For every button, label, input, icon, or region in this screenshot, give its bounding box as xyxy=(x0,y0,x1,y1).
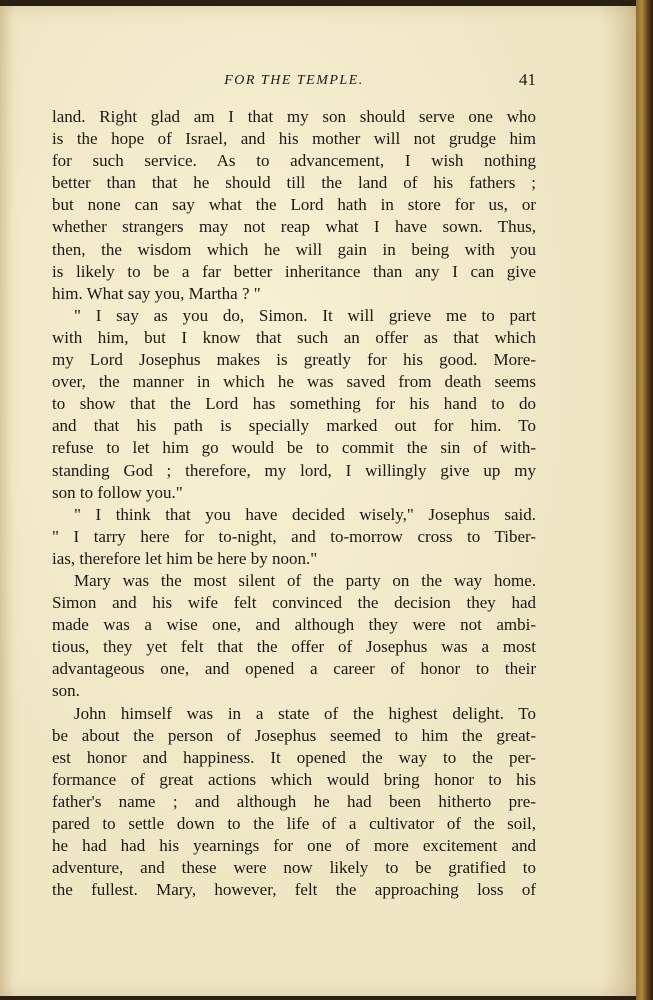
text-line: but none can say what the Lord hath in store for us, or xyxy=(52,195,536,215)
text-line: with him, but I know that such an offer as that which xyxy=(52,327,536,347)
text-line: tious, they yet felt that the offer of Josephus was a most xyxy=(52,637,536,657)
body-text xyxy=(52,106,536,901)
page-header xyxy=(52,70,536,92)
text-line: est honor and happiness. It opened the way to the per- xyxy=(52,747,536,767)
text-line: and that his path is specially marked out for him. To xyxy=(52,416,536,436)
text-line: " I think that you have decided wisely," Josephus said. xyxy=(74,504,536,524)
text-line: to show that the Lord has something for his hand to do xyxy=(52,394,536,414)
text-line: pared to settle down to the life of a cultivator of the soil, xyxy=(52,814,536,833)
text-line: made was a wise one, and although they were not ambi- xyxy=(52,615,536,635)
text-line: father's name ; and although he had been hitherto pre- xyxy=(52,791,536,811)
text-line: land. Right glad am I that my son should serve one who xyxy=(52,107,536,126)
page-number: 41 xyxy=(519,70,536,89)
text-line: be about the person of Josephus seemed to him the great- xyxy=(52,725,536,745)
text-line: son to follow you." xyxy=(52,482,183,502)
text-line: Simon and his wife felt convinced the decision they had xyxy=(52,593,536,613)
text-line: John himself was in a state of the highest delight. To xyxy=(74,703,536,723)
text-line: is likely to be a far better inheritance than any I can give xyxy=(52,261,536,281)
text-line: " I say as you do, Simon. It will grieve me to part xyxy=(74,305,536,325)
text-line: is the hope of Israel, and his mother will not grudge him xyxy=(52,129,536,149)
text-line: him. What say you, Martha ? " xyxy=(52,283,261,303)
text-line: better than that he should till the land of his fathers ; xyxy=(52,173,536,193)
text-line: adventure, and these were now likely to be gratified to xyxy=(52,858,536,878)
text-line: " I tarry here for to-night, and to-morrow cross to Tiber- xyxy=(52,526,536,546)
text-line: refuse to let him go would be to commit the sin of with- xyxy=(52,438,536,458)
text-line: the fullest. Mary, however, felt the approaching loss of xyxy=(52,880,536,900)
text-line: my Lord Josephus makes is greatly for his good. More- xyxy=(52,350,536,370)
text-line: he had had his yearnings for one of more excitement and xyxy=(52,836,536,856)
book-edge xyxy=(636,0,653,1000)
text-line: ias, therefore let him be here by noon." xyxy=(52,548,318,568)
text-line: son. xyxy=(52,681,80,701)
text-line: whether strangers may not reap what I have sown. Thus, xyxy=(52,217,536,237)
running-title: FOR THE TEMPLE. xyxy=(224,73,364,88)
text-line: over, the manner in which he was saved from death seems xyxy=(52,372,536,392)
text-line: standing God ; therefore, my lord, I willingly give up my xyxy=(52,460,536,480)
text-line: Mary was the most silent of the party on the way home. xyxy=(74,570,536,590)
text-line: then, the wisdom which he will gain in being with you xyxy=(52,239,536,259)
text-line: for such service. As to advancement, I wish nothing xyxy=(52,151,536,171)
text-line: formance of great actions which would bring honor to his xyxy=(52,769,536,789)
book-page xyxy=(0,6,636,996)
text-line: advantageous one, and opened a career of honor to their xyxy=(52,659,536,679)
